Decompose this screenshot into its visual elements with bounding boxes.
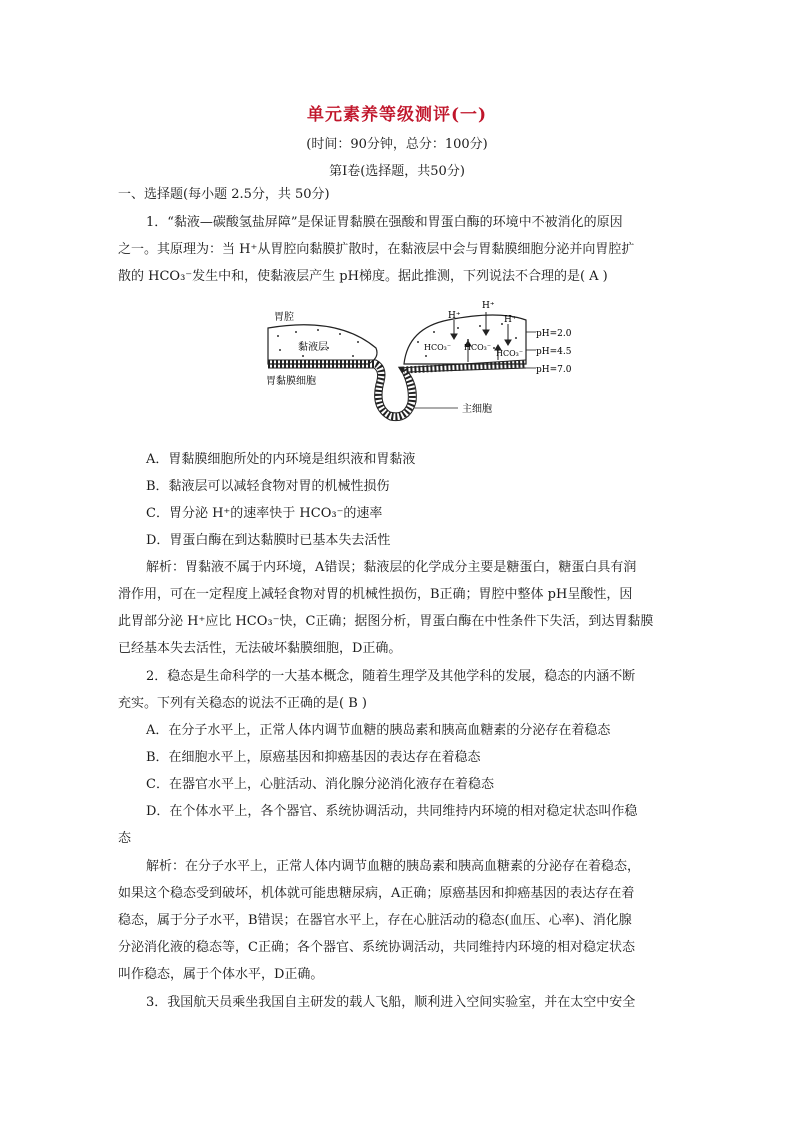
q2-analysis-line: 叫作稳态，属于个体水平，D正确。 bbox=[118, 967, 324, 982]
q2-stem-line: 2．稳态是生命科学的一大基本概念，随着生理学及其他学科的发展，稳态的内涵不断 bbox=[146, 669, 636, 684]
figure-ph-label: pH=7.0 bbox=[536, 365, 572, 375]
q1-analysis-line: 滑作用，可在一定程度上减轻食物对胃的机械性损伤，B正确；胃腔中整体 pH呈酸性，因 bbox=[118, 587, 633, 602]
q2-analysis-line: 分泌消化液的稳态等，C正确；各个器官、系统协调活动，共同维持内环境的相对稳定状态 bbox=[118, 940, 635, 955]
gastric-mucosa-diagram bbox=[258, 298, 572, 430]
q1-stem-line: 1．“黏液—碳酸氢盐屏障”是保证胃黏膜在强酸和胃蛋白酶的环境中不被消化的原因 bbox=[146, 215, 623, 230]
figure-label-hco3: HCO₃⁻ bbox=[464, 343, 492, 352]
figure-ph-label: pH=4.5 bbox=[536, 347, 572, 357]
q1-option-d: D．胃蛋白酶在到达黏膜时已基本失去活性 bbox=[146, 533, 391, 548]
part-heading: 一、选择题(每小题 2.5分，共 50分) bbox=[118, 187, 330, 202]
q1-option-b: B．黏液层可以减轻食物对胃的机械性损伤 bbox=[146, 479, 390, 494]
q3-stem-line: 3．我国航天员乘坐我国自主研发的载人飞船，顺利进入空间实验室，并在太空中安全 bbox=[146, 995, 636, 1010]
q1-analysis-line: 解析：胃黏液不属于内环境，A错误；黏液层的化学成分主要是糖蛋白，糖蛋白具有润 bbox=[146, 560, 637, 575]
figure-label-h: H⁺ bbox=[504, 315, 517, 325]
q1-stem-line: 散的 HCO₃⁻发生中和，使黏液层产生 pH梯度。据此推测，下列说法不合理的是( A ) bbox=[118, 269, 608, 284]
figure-label-mucus: 黏液层 bbox=[298, 342, 328, 353]
q2-stem-line: 充实。下列有关稳态的说法不正确的是( B ) bbox=[118, 696, 367, 711]
q2-option-b: B．在细胞水平上，原癌基因和抑癌基因的表达存在着稳态 bbox=[146, 750, 481, 765]
page-title: 单元素养等级测评(一) bbox=[306, 105, 488, 125]
q2-analysis-line: 解析：在分子水平上，正常人体内调节血糖的胰岛素和胰高血糖素的分泌存在着稳态， bbox=[146, 859, 641, 874]
section-heading: 第Ⅰ卷(选择题，共50分) bbox=[329, 164, 465, 179]
q1-analysis-line: 已经基本失去活性，无法破坏黏膜细胞，D正确。 bbox=[118, 641, 402, 656]
q2-analysis-line: 如果这个稳态受到破坏，机体就可能患糖尿病，A正确；原癌基因和抑癌基因的表达存在着 bbox=[118, 886, 635, 901]
q2-option-a: A．在分子水平上，正常人体内调节血糖的胰岛素和胰高血糖素的分泌存在着稳态 bbox=[146, 723, 611, 738]
exam-time-info: (时间：90分钟，总分：100分) bbox=[306, 137, 488, 152]
q2-analysis-line: 稳态，属于分子水平，B错误；在器官水平上，存在心脏活动的稳态(血压、心率)、消化腺 bbox=[118, 913, 632, 928]
figure-label-hco3: HCO₃⁻ bbox=[496, 349, 524, 358]
q1-option-c: C．胃分泌 H⁺的速率快于 HCO₃⁻的速率 bbox=[146, 506, 383, 521]
figure-label-cavity: 胃腔 bbox=[274, 312, 294, 323]
figure-label-h: H⁺ bbox=[448, 311, 461, 321]
figure-label-cells: 胃黏膜细胞 bbox=[266, 376, 316, 387]
q1-stem-line: 之一。其原理为：当 H⁺从胃腔向黏膜扩散时，在黏液层中会与胃黏膜细胞分泌并向胃腔扩 bbox=[118, 242, 635, 257]
q2-option-d-cont: 态 bbox=[118, 831, 132, 846]
figure-ph-label: pH=2.0 bbox=[536, 329, 572, 339]
figure-label-hco3: HCO₃⁻ bbox=[424, 343, 452, 352]
q1-analysis-line: 此胃部分泌 H⁺应比 HCO₃⁻快，C正确；据图分析，胃蛋白酶在中性条件下失活，到达胃黏膜 bbox=[118, 614, 654, 629]
figure-label-chief: 主细胞 bbox=[462, 404, 492, 415]
q2-option-c: C．在器官水平上，心脏活动、消化腺分泌消化液存在着稳态 bbox=[146, 777, 494, 792]
q1-option-a: A．胃黏膜细胞所处的内环境是组织液和胃黏液 bbox=[146, 452, 416, 467]
q2-option-d: D．在个体水平上，各个器官、系统协调活动，共同维持内环境的相对稳定状态叫作稳 bbox=[146, 804, 638, 819]
figure-label-h: H⁺ bbox=[482, 301, 495, 311]
